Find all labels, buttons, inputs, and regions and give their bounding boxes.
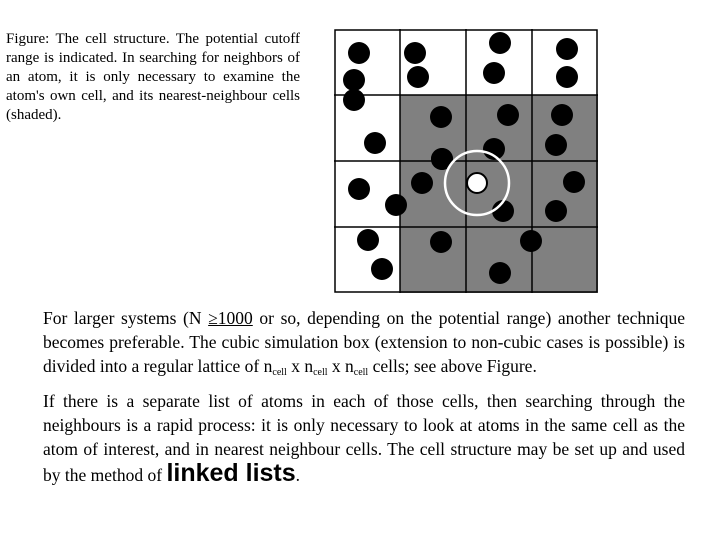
atom [411, 172, 433, 194]
atom [343, 89, 365, 111]
p1-text-a: For larger systems (N [43, 308, 209, 328]
linked-lists-emphasis: linked lists [166, 459, 296, 487]
cell-grid-svg [334, 29, 598, 293]
atom [348, 42, 370, 64]
p2-text: If there is a separate list of atoms in each of those cells, then searching through the neighbours is a rapid process: it is only necessary to look at atoms in the same cell as the atom of interest, and in nearest neighbour cells. The cell structure may be set up and used by the method of [43, 391, 685, 485]
paragraph-2 [43, 389, 685, 487]
figure-caption: Figure: The cell structure. The potential cutoff range is indicated. In searching for neighbors of an atom, it is only necessary to examine the atom's own cell, and its nearest-neighbour cells (shaded). [6, 31, 300, 123]
atom [520, 230, 542, 252]
atom [563, 171, 585, 193]
atom [430, 106, 452, 128]
cell-structure-figure [334, 29, 598, 293]
atom [343, 69, 365, 91]
atom [497, 104, 519, 126]
atom [489, 32, 511, 54]
subscript-cell-2: cell [313, 367, 328, 378]
subscript-cell-3: cell [353, 367, 369, 378]
atom [371, 258, 393, 280]
atom [364, 132, 386, 154]
atom [556, 66, 578, 88]
p1-ge-value: ≥1000 [208, 308, 253, 328]
paragraph-1 [43, 306, 685, 385]
subscript-cell-1: cell [272, 367, 287, 378]
atom [357, 229, 379, 251]
p1-text-c: cells; see above Figure. [368, 356, 537, 376]
atom [404, 42, 426, 64]
focus-atom [467, 173, 487, 193]
atom [545, 200, 567, 222]
atom [556, 38, 578, 60]
atom [551, 104, 573, 126]
atom [483, 62, 505, 84]
p2-end: . [295, 465, 301, 485]
p1-text-b: or so, depending on the potential range) another technique becomes preferable. The cubic simulation box (extension to non-cubic cases is possible) is divided into a regular lattice of n [43, 308, 686, 376]
p1-times-1: x n [286, 356, 314, 376]
atom [545, 134, 567, 156]
atom [407, 66, 429, 88]
atom [348, 178, 370, 200]
atom [430, 231, 452, 253]
atom [489, 262, 511, 284]
p1-times-2: x n [327, 356, 354, 376]
body-text [43, 306, 685, 491]
atom [385, 194, 407, 216]
